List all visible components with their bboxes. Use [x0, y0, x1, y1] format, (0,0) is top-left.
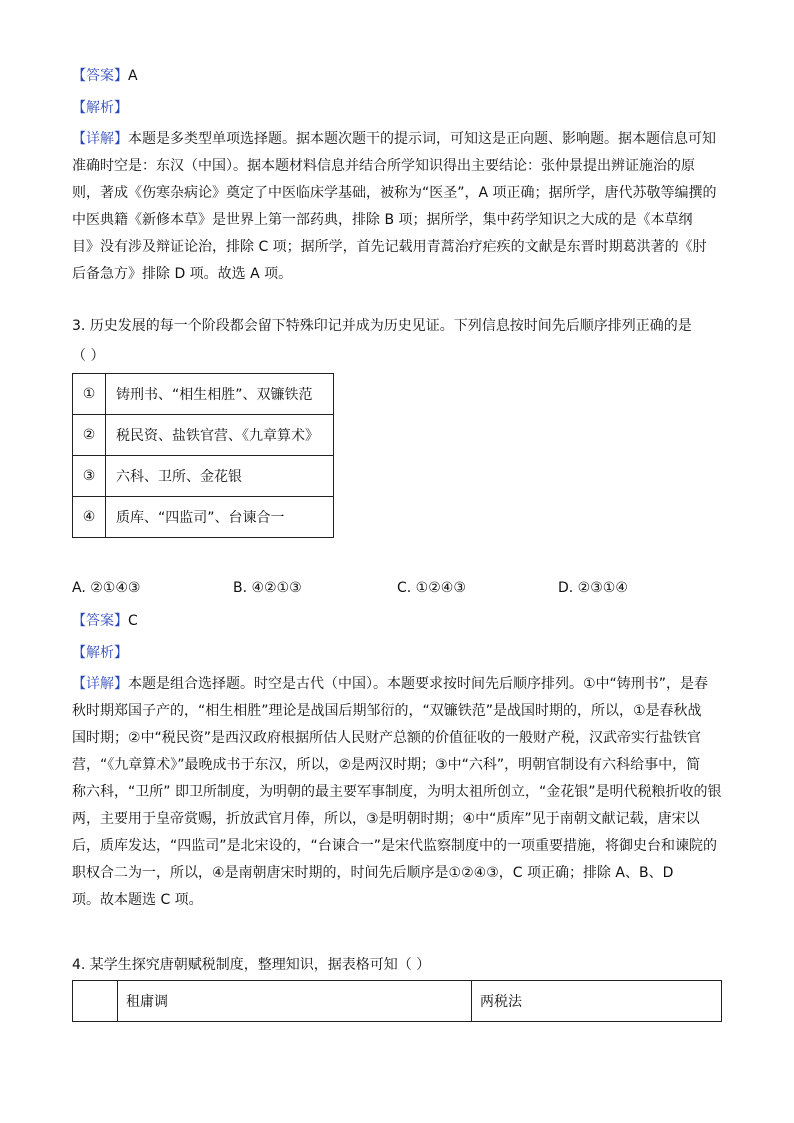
detail-line: 中医典籍《新修本草》是世界上第一部药典，排除 B 项；据所学，集中药学知识之大成的是《本草纲 — [72, 212, 693, 228]
q3-stem: 3. 历史发展的每一个阶段都会留下特殊印记并成为历史见证。下列信息按时间先后顺序排列正确的是 — [72, 318, 692, 334]
table-row — [73, 497, 334, 538]
table-row — [73, 374, 334, 415]
option-number: ④ — [73, 497, 106, 538]
table-header-zuyongdiao: 租庸调 — [118, 981, 472, 1022]
table-header-liangshuifa: 两税法 — [472, 981, 722, 1022]
detail-tag: 【详解】 — [72, 676, 128, 692]
detail-tag: 【详解】 — [72, 131, 128, 147]
q3-options-table — [72, 373, 334, 538]
table-row — [73, 415, 334, 456]
answer-tag: 【答案】 — [72, 613, 128, 629]
q3-stem-blank: （ ） — [72, 348, 105, 364]
analysis-tag: 【解析】 — [72, 645, 128, 661]
choice-c[interactable]: C. ①②④③ — [397, 580, 466, 596]
table-row — [73, 456, 334, 497]
option-text: 税民资、盐铁官营、《九章算术》 — [106, 415, 334, 456]
detail-line: 目》没有涉及辩证论治，排除 C 项；据所学，首先记载用青蒿治疗疟疾的文献是东晋时期葛洪著的《肘 — [72, 239, 707, 255]
q3-analysis-line — [72, 643, 128, 663]
q4-stem: 4. 某学生探究唐朝赋税制度，整理知识，据表格可知（ ） — [72, 957, 431, 973]
option-number: ③ — [73, 456, 106, 497]
q3-choices — [72, 580, 722, 600]
option-text: 铸刑书、“相生相胜”、双镰铁范 — [106, 374, 334, 415]
q3-answer-line — [72, 611, 138, 631]
q2-analysis-line — [72, 98, 128, 118]
detail-line: 后备急方》排除 D 项。故选 A 项。 — [72, 266, 293, 282]
answer-tag: 【答案】 — [72, 68, 128, 84]
detail-line: 则，著成《伤寒杂病论》奠定了中医临床学基础，被称为“医圣”，A 项正确；据所学，唐代苏敬等编撰的 — [72, 185, 717, 201]
choice-b[interactable]: B. ④②①③ — [233, 580, 302, 596]
table-header-empty — [73, 981, 118, 1022]
q2-detail-paragraph — [72, 126, 722, 288]
detail-line: 项。故本题选 C 项。 — [72, 892, 203, 908]
detail-line: 营，“《九章算术》”最晚成书于东汉，所以，②是两汉时期；③中“六科”，明朝官制设有六科给事中，简 — [72, 757, 701, 773]
option-text: 六科、卫所、金花银 — [106, 456, 334, 497]
detail-line: 【详解】本题是组合选择题。时空是古代（中国）。本题要求按时间先后顺序排列。①中“铸刑书”，是春 — [72, 676, 709, 692]
detail-line: 秋时期郑国子产的，“相生相胜”理论是战国后期邹衍的，“双镰铁范”是战国时期的，所以，①是春秋战 — [72, 703, 702, 719]
choice-d[interactable]: D. ②③①④ — [558, 580, 628, 596]
table-header-row — [73, 981, 722, 1022]
q3-detail-paragraph — [72, 671, 722, 914]
detail-line: 【详解】本题是多类型单项选择题。据本题次题干的提示词，可知这是正向题、影响题。据本题信息可知 — [72, 131, 716, 147]
option-text: 质库、“四监司”、台谏合一 — [106, 497, 334, 538]
detail-line: 职权合二为一，所以，④是南朝唐宋时期的，时间先后顺序是①②④③，C 项正确；排除 A、B、D — [72, 865, 674, 881]
q4-tax-table — [72, 980, 722, 1022]
detail-line: 国时期；②中“税民资”是西汉政府根据所估人民财产总额的价值征收的一般财产税，汉武帝实行盐铁官 — [72, 730, 702, 746]
detail-line: 后，质库发达，“四监司”是北宋设的，“台谏合一”是宋代监察制度中的一项重要措施，将御史台和谏院的 — [72, 838, 718, 854]
analysis-tag: 【解析】 — [72, 100, 128, 116]
detail-line: 称六科，“卫所” 即卫所制度，为明朝的最主要军事制度，为明太祖所创立，“金花银”是明代税粮折收的银 — [72, 784, 722, 800]
q2-answer-line — [72, 66, 138, 86]
detail-line: 两，主要用于皇帝赏赐，折放武官月俸，所以，③是明朝时期；④中“质库”见于南朝文献记载，唐宋以 — [72, 811, 700, 827]
answer-value: C — [128, 613, 138, 629]
choice-a[interactable]: A. ②①④③ — [72, 580, 141, 596]
answer-value: A — [128, 68, 138, 84]
option-number: ② — [73, 415, 106, 456]
detail-line: 准确时空是：东汉（中国）。据本题材料信息并结合所学知识得出主要结论：张仲景提出辨证施治的原 — [72, 158, 695, 174]
option-number: ① — [73, 374, 106, 415]
